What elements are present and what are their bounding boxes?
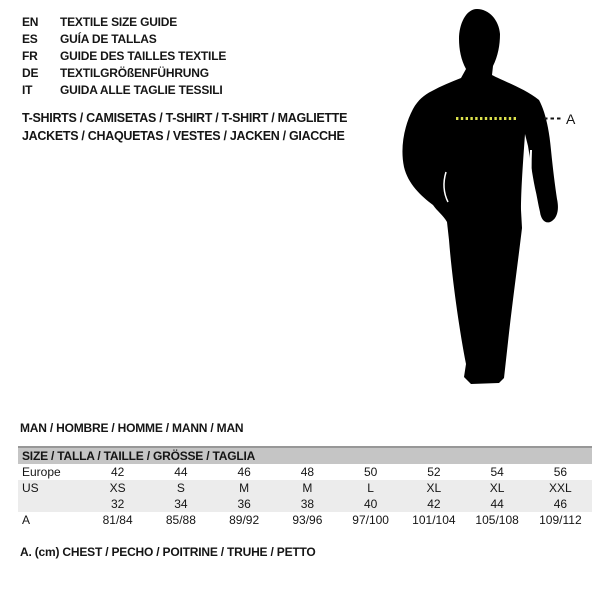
row-label: Europe (22, 465, 61, 479)
category-line-tshirts: T-SHIRTS / CAMISETAS / T-SHIRT / T-SHIRT / MAGLIETTE (22, 111, 348, 125)
lang-label: GUIDA ALLE TAGLIE TESSILI (60, 83, 223, 97)
table-row-us (18, 480, 592, 496)
lang-label: GUÍA DE TALLAS (60, 32, 157, 46)
cell: 105/108 (475, 513, 519, 527)
cell: 32 (86, 496, 149, 512)
cell: 42 (402, 496, 465, 512)
size-table (18, 446, 592, 528)
measure-label-a: A (566, 111, 576, 127)
lang-code: ES (22, 32, 38, 46)
lang-label: TEXTILE SIZE GUIDE (60, 15, 178, 29)
row-label: A (22, 513, 31, 527)
lang-code: EN (22, 15, 39, 29)
cell: 48 (300, 465, 315, 479)
category-line-jackets: JACKETS / CHAQUETAS / VESTES / JACKEN / GIACCHE (22, 129, 345, 143)
cell: 109/112 (539, 513, 582, 527)
cell: 97/100 (352, 513, 389, 527)
cell: 42 (110, 465, 125, 479)
cell: XL (466, 480, 529, 496)
cell: 50 (363, 465, 378, 479)
cell: 89/92 (229, 513, 260, 527)
man-silhouette (402, 9, 557, 384)
cell: XS (86, 480, 149, 496)
cell: 85/88 (165, 513, 196, 527)
size-table-header-row (18, 447, 592, 464)
cell: 56 (553, 465, 568, 479)
cell: 52 (427, 465, 441, 479)
cell: 46 (237, 465, 251, 479)
cell: 38 (276, 496, 339, 512)
cell: 44 (466, 496, 529, 512)
cell: 101/104 (412, 513, 456, 527)
cell: 81/84 (102, 513, 133, 527)
cell: M (276, 480, 339, 496)
lang-label: TEXTILGRÖßENFÜHRUNG (60, 66, 209, 80)
measurement-footnote: A. (cm) CHEST / PECHO / POITRINE / TRUHE / PETTO (20, 545, 316, 559)
size-table-header: SIZE / TALLA / TAILLE / GRÖSSE / TAGLIA (18, 447, 592, 464)
cell: 34 (149, 496, 212, 512)
cell: M (213, 480, 276, 496)
cell: 36 (213, 496, 276, 512)
cell: 54 (490, 465, 504, 479)
cell: S (149, 480, 212, 496)
lang-label: GUIDE DES TAILLES TEXTILE (60, 49, 227, 63)
cell: 93/96 (292, 513, 323, 527)
row-label (18, 496, 86, 512)
cell: 44 (174, 465, 188, 479)
cell: 46 (529, 496, 592, 512)
section-title-man: MAN / HOMBRE / HOMME / MANN / MAN (20, 421, 244, 435)
table-row-alt-sizes (18, 496, 592, 512)
row-label: US (18, 480, 86, 496)
cell: XXL (529, 480, 592, 496)
lang-code: IT (22, 83, 33, 97)
lang-code: DE (22, 66, 39, 80)
table-row-europe (18, 464, 592, 480)
cell: 40 (339, 496, 402, 512)
lang-code: FR (22, 49, 38, 63)
table-row-a-chest (18, 512, 592, 528)
cell: XL (402, 480, 465, 496)
cell: L (339, 480, 402, 496)
